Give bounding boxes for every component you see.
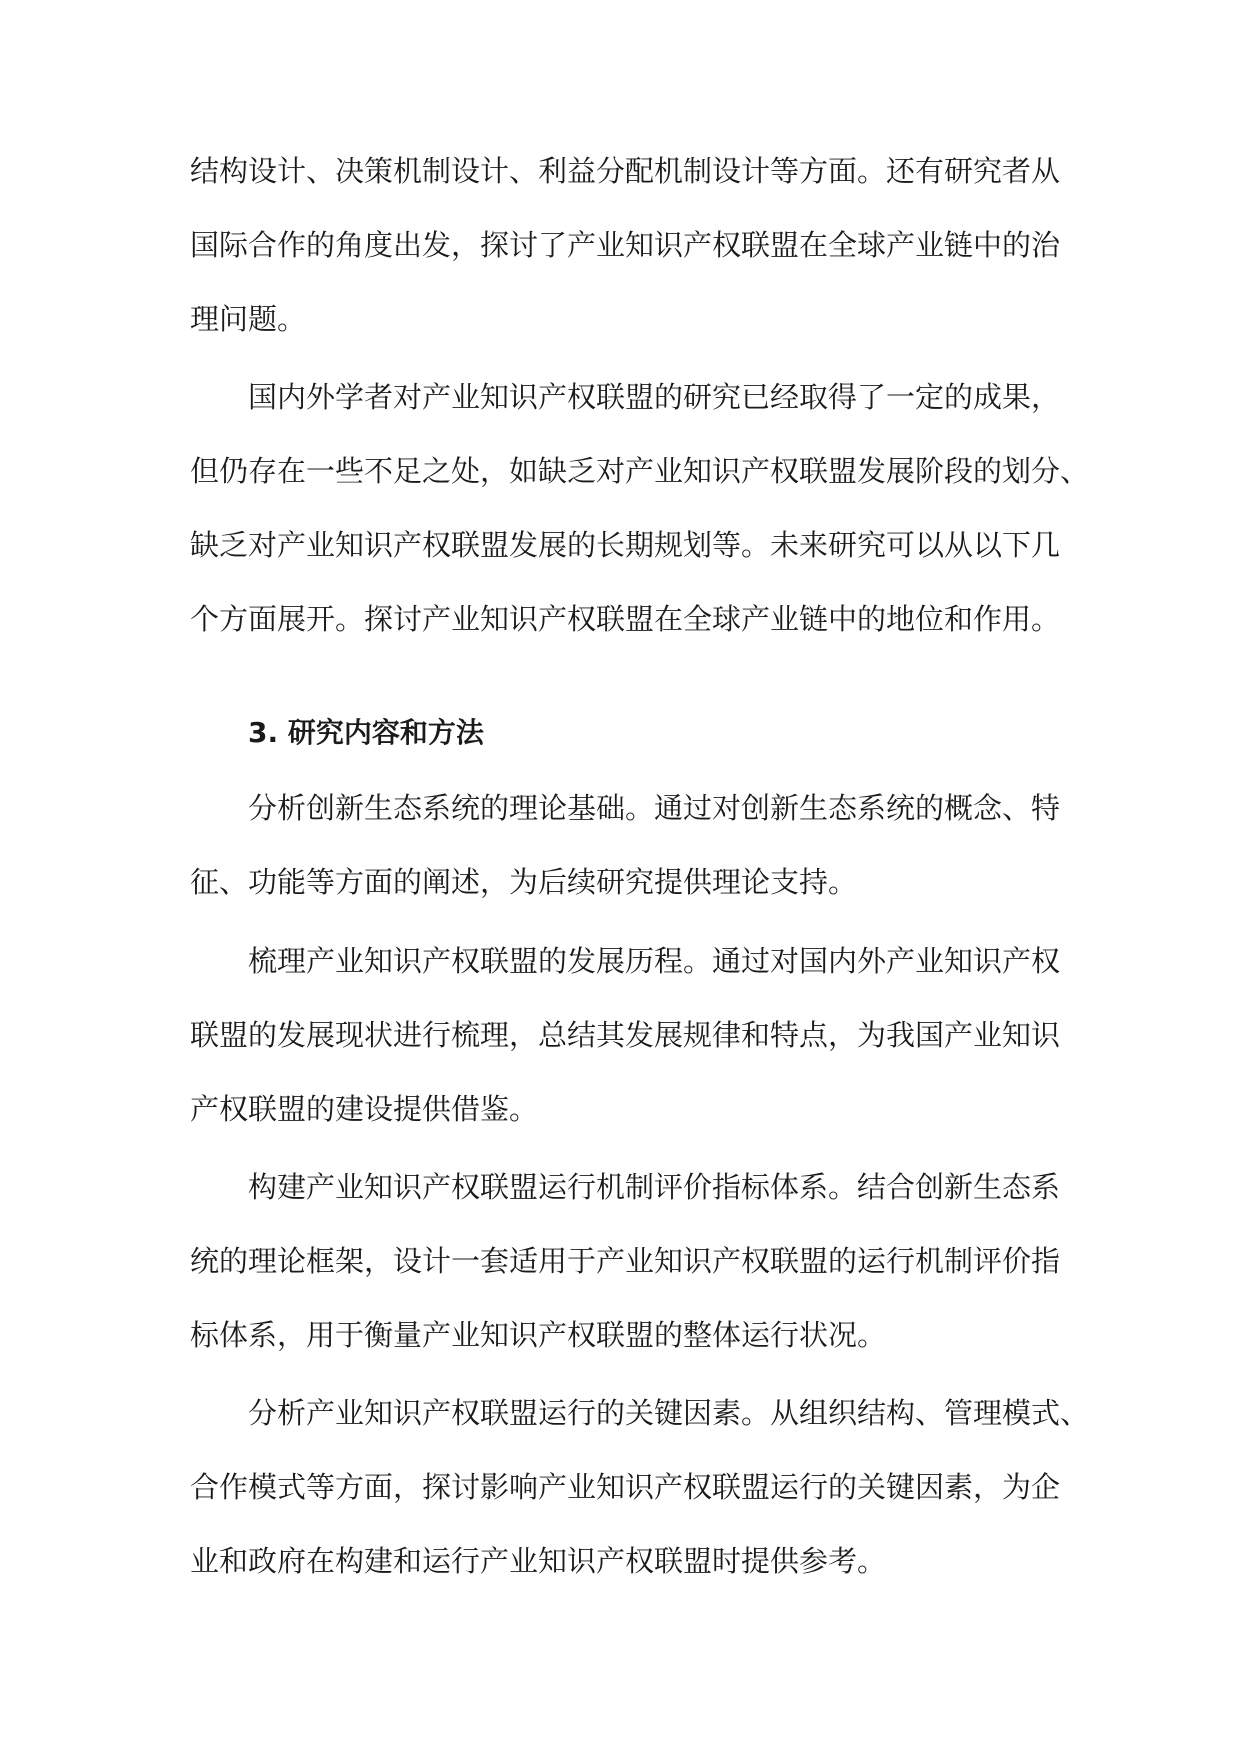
paragraph-1-line-1: 结构设计、决策机制设计、利益分配机制设计等方面。还有研究者从 [190,154,1061,188]
paragraph-1-line-2: 国际合作的角度出发，探讨了产业知识产权联盟在全球产业链中的治 [190,228,1061,262]
paragraph-5-line-1: 构建产业知识产权联盟运行机制评价指标体系。结合创新生态系 [248,1170,1061,1204]
paragraph-2-line-1: 国内外学者对产业知识产权联盟的研究已经取得了一定的成果， [248,380,1061,414]
paragraph-4-line-2: 联盟的发展现状进行梳理，总结其发展规律和特点，为我国产业知识 [190,1018,1061,1052]
paragraph-6-line-2: 合作模式等方面，探讨影响产业知识产权联盟运行的关键因素，为企 [190,1470,1061,1504]
paragraph-2-line-2: 但仍存在一些不足之处，如缺乏对产业知识产权联盟发展阶段的划分、 [190,454,1090,488]
paragraph-4-line-3: 产权联盟的建设提供借鉴。 [190,1092,539,1126]
paragraph-5-line-3: 标体系，用于衡量产业知识产权联盟的整体运行状况。 [190,1318,887,1352]
section-heading: 3. 研究内容和方法 [248,716,484,749]
paragraph-6-line-1: 分析产业知识产权联盟运行的关键因素。从组织结构、管理模式、 [248,1396,1090,1430]
paragraph-3-line-2: 征、功能等方面的阐述，为后续研究提供理论支持。 [190,865,858,899]
paragraph-5-line-2: 统的理论框架，设计一套适用于产业知识产权联盟的运行机制评价指 [190,1244,1061,1278]
paragraph-6-line-3: 业和政府在构建和运行产业知识产权联盟时提供参考。 [190,1544,887,1578]
paragraph-4-line-1: 梳理产业知识产权联盟的发展历程。通过对国内外产业知识产权 [248,944,1061,978]
paragraph-2-line-4: 个方面展开。探讨产业知识产权联盟在全球产业链中的地位和作用。 [190,602,1061,636]
paragraph-2-line-3: 缺乏对产业知识产权联盟发展的长期规划等。未来研究可以从以下几 [190,528,1061,562]
paragraph-1-line-3: 理问题。 [190,302,307,336]
paragraph-3-line-1: 分析创新生态系统的理论基础。通过对创新生态系统的概念、特 [248,791,1061,825]
